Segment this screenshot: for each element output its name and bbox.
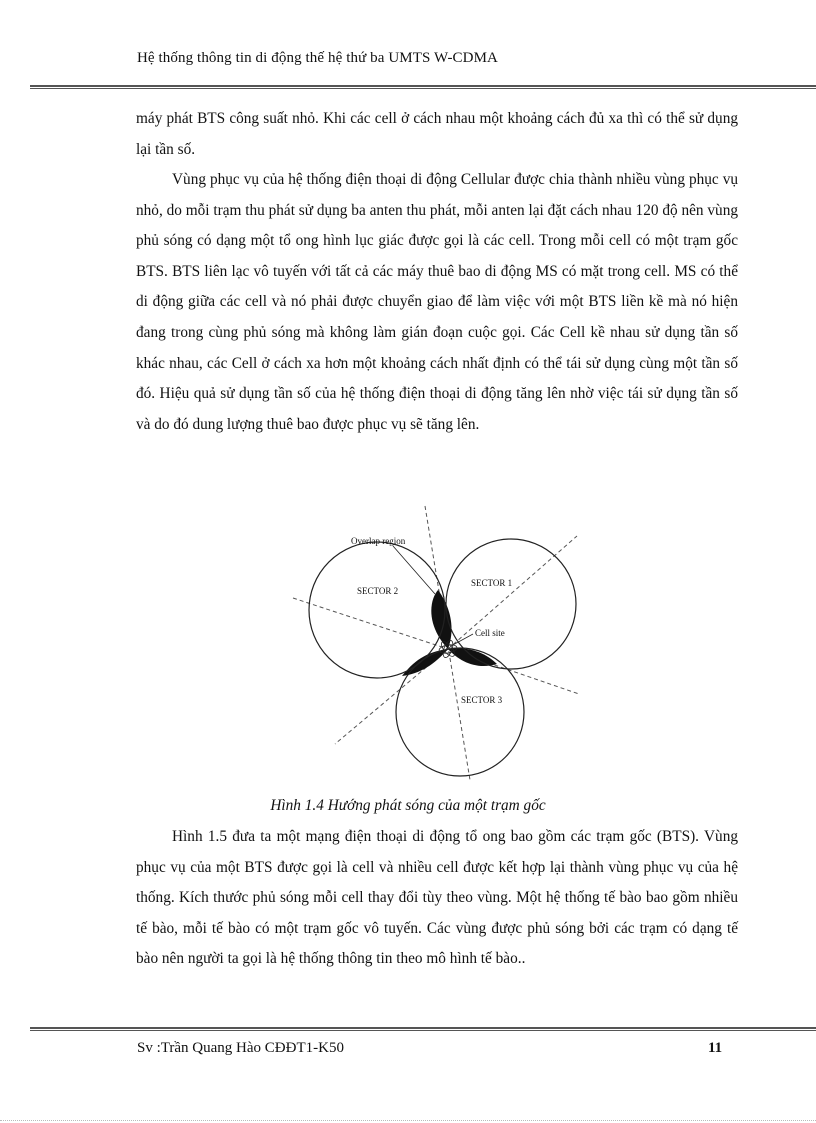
header-title: Hệ thống thông tin di động thế hệ thứ ba UMTS W-CDMA — [137, 50, 498, 66]
header-rule — [30, 85, 816, 89]
paragraph-2: Vùng phục vụ của hệ thống điện thoại di động Cellular được chia thành nhiều vùng phục vụ nhỏ, do mỗi trạm thu phát sử dụng ba anten thu phát, mỗi anten lại đặt cách nhau 120 độ nên vùng phủ sóng có dạng một tổ ong hình lục giác được gọi là các cell. Trong mỗi cell có một trạm gốc BTS. BTS liên lạc vô tuyến với tất cả các máy thuê bao di động MS có mặt trong cell. MS có thể di động giữa các cell và nó phải được chuyển giao để làm việc với một BTS liền kề mà nó hiện đang trong cùng phủ sóng mà không làm gián đoạn cuộc gọi. Các Cell kề nhau sử dụng tần số khác nhau, các Cell ở cách xa hơn một khoảng cách nhất định có thể tái sử dụng cùng một tần số đó. Hiệu quả sử dụng tần số của hệ thống điện thoại di động tăng lên nhờ việc tái sử dụng tần số và do đó dung lượng thuê bao được phục vụ sẽ tăng lên. — [136, 171, 738, 433]
overlap-region-right — [448, 648, 497, 666]
footer-rule — [30, 1027, 816, 1031]
figure-caption: Hình 1.4 Hướng phát sóng của một trạm gốc — [270, 797, 546, 814]
overlap-region-top — [431, 590, 451, 649]
boundary-line-upper-right — [448, 536, 577, 649]
overlap-region-left — [402, 649, 448, 676]
paragraph-1: máy phát BTS công suất nhỏ. Khi các cell ở cách nhau một khoảng cách đủ xa thì có thể sử dụng lại tần số. — [136, 110, 738, 158]
sector-3-label: SECTOR 3 — [461, 695, 503, 705]
page-bottom-border — [0, 1120, 816, 1121]
sector-2-label: SECTOR 2 — [357, 586, 399, 596]
paragraph-3: Hình 1.5 đưa ta một mạng điện thoại di động tổ ong bao gồm các trạm gốc (BTS). Vùng phục vụ của một BTS được gọi là cell và nhiều cell được kết hợp lại thành vùng phục vụ của hệ thống. Kích thước phủ sóng mỗi cell thay đổi tùy theo vùng. Một hệ thống tế bào bao gồm nhiều tế bào, mỗi tế bào có một trạm gốc vô tuyến. Các vùng được phủ sóng bởi các trạm có dạng tế bào nên người ta gọi là hệ thống thông tin theo mô hình tế bào.. — [136, 828, 738, 968]
sector-1-label: SECTOR 1 — [471, 578, 513, 588]
overlap-region-label: Overlap region — [351, 536, 406, 546]
cell-site-label: Cell site — [475, 628, 505, 638]
footer-author: Sv :Trần Quang Hào CĐĐT1-K50 — [137, 1040, 344, 1056]
page-number: 11 — [708, 1040, 723, 1056]
sector-antenna-figure — [285, 504, 585, 784]
